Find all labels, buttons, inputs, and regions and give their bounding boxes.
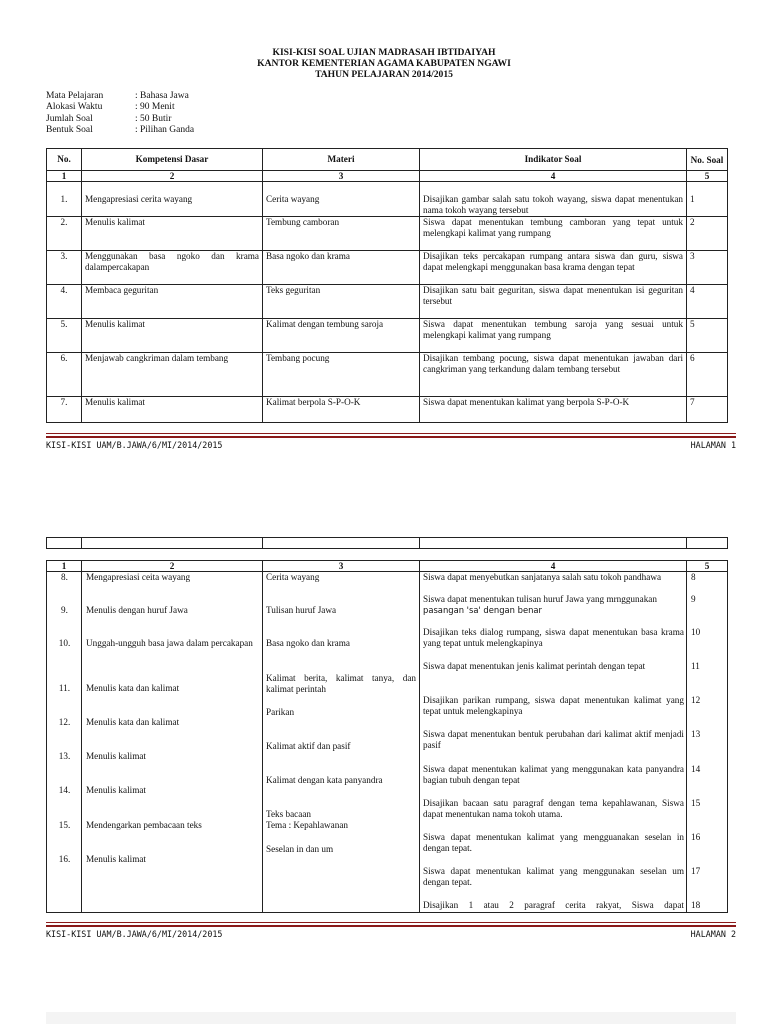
empty-cell	[420, 538, 687, 549]
list-item-no-soal: 15	[691, 798, 701, 808]
row-kompetensi: Membaca geguritan	[82, 285, 263, 319]
row-indikator: Siswa dapat menentukan tembung camboran yang tepat untuk melengkapi kalimat yang rumpang	[420, 217, 687, 251]
info-row-time	[46, 102, 194, 113]
row-no: 5.	[47, 319, 82, 353]
row-no-soal: 6	[687, 353, 728, 397]
info-label: Alokasi Waktu	[46, 102, 103, 113]
empty-cell	[687, 538, 728, 549]
info-label: Mata Pelajaran	[46, 91, 104, 101]
list-item-no: 12.	[58, 717, 71, 727]
list-item-kompetensi: Menulis kalimat	[86, 854, 146, 864]
grid-table-page2-top	[46, 537, 728, 549]
row-indikator: Disajikan gambar salah satu tokoh wayang, siswa dapat menentukan nama tokoh wayang tersebut	[420, 182, 687, 217]
row-no: 6.	[47, 353, 82, 397]
info-label: Bentuk Soal	[46, 125, 93, 136]
list-item-indikator: pasangan 'sa' dengan benar	[423, 605, 542, 615]
document-subtitle: KANTOR KEMENTERIAN AGAMA KABUPATEN NGAWI	[257, 58, 511, 69]
list-item-kompetensi: Menulis kata dan kalimat	[86, 683, 180, 693]
list-item-no: 10.	[58, 638, 71, 648]
list-item-materi: Parikan	[266, 707, 295, 717]
list-item-kompetensi: Mendengarkan pembacaan teks	[86, 820, 202, 830]
list-item-indikator: Siswa dapat menentukan kalimat yang menggunakan kata panyandra bagian tubuh dengan tepat	[423, 764, 684, 785]
table-body-row	[47, 572, 728, 913]
grid-table-page2	[46, 560, 728, 913]
footer-code: KISI-KISI UAM/B.JAWA/6/MI/2014/2015	[46, 440, 223, 450]
row-no-soal: 5	[687, 319, 728, 353]
page-footer-2	[46, 929, 736, 939]
list-item-indikator: Siswa dapat menentukan kalimat yang menggunakan seselan um dengan tepat.	[423, 866, 684, 887]
list-item-indikator: Disajikan 1 atau 2 paragraf cerita rakyat, Siswa dapat	[423, 900, 684, 910]
row-indikator: Disajikan teks percakapan rumpang antara siswa dan guru, siswa dapat melengkapi menggunakan basa krama dengan tepat	[420, 251, 687, 285]
list-item-kompetensi: Unggah-ungguh basa jawa dalam percakapan	[86, 638, 253, 648]
row-kompetensi: Menulis kalimat	[82, 397, 263, 423]
list-item-no-soal: 16	[691, 832, 701, 842]
col-number: 3	[263, 171, 420, 182]
row-no-soal: 3	[687, 251, 728, 285]
list-item-materi: Kalimat berita, kalimat tanya, dan kalimat perintah	[266, 673, 416, 694]
list-item-indikator: Disajikan parikan rumpang, siswa dapat menentukan kalimat yang tepat untuk melengkapinya	[423, 695, 684, 716]
info-value: : 90 Menit	[135, 102, 175, 113]
row-materi: Basa ngoko dan krama	[263, 251, 420, 285]
footer-rule	[46, 436, 736, 438]
list-item-no: 13.	[58, 751, 71, 761]
column-number-row	[47, 561, 728, 572]
col-number: 2	[82, 561, 263, 572]
footer-page-number: HALAMAN 1	[690, 440, 736, 450]
list-item-no-soal: 12	[691, 695, 701, 705]
list-item-no: 16.	[58, 854, 71, 864]
header-no-soal: No. Soal	[687, 149, 728, 171]
list-item-kompetensi: Menulis kalimat	[86, 751, 146, 761]
col-number: 5	[687, 171, 728, 182]
list-item-materi: Tulisan huruf Jawa	[266, 605, 337, 615]
list-item-no: 15.	[58, 820, 71, 830]
row-kompetensi: Mengapresiasi cerita wayang	[82, 182, 263, 217]
materi-column	[263, 572, 420, 913]
list-item-kompetensi: Menulis dengan huruf Jawa	[86, 605, 188, 615]
row-kompetensi: Menulis kalimat	[82, 217, 263, 251]
row-kompetensi: Menggunakan basa ngoko dan krama dalampercakapan	[82, 251, 263, 285]
header-kompetensi: Kompetensi Dasar	[82, 149, 263, 171]
empty-cell	[82, 538, 263, 549]
list-item-materi: Tema : Kepahlawanan	[266, 820, 349, 830]
row-no-soal: 2	[687, 217, 728, 251]
list-item-indikator: Siswa dapat menentukan bentuk perubahan dari kalimat aktif menjadi pasif	[423, 729, 684, 750]
footer-code: KISI-KISI UAM/B.JAWA/6/MI/2014/2015	[46, 929, 223, 939]
row-indikator: Siswa dapat menentukan tembung saroja yang sesuai untuk melengkapi kalimat yang rumpang	[420, 319, 687, 353]
info-label: Jumlah Soal	[46, 113, 93, 124]
table-row	[47, 353, 728, 397]
list-item-materi: Teks bacaan	[266, 809, 312, 819]
list-item-materi: Kalimat aktif dan pasif	[266, 741, 351, 751]
table-header-row	[47, 149, 728, 171]
info-row-form	[46, 125, 194, 136]
list-item-no-soal: 11	[691, 661, 700, 671]
row-indikator: Disajikan tembang pocung, siswa dapat menentukan jawaban dari cangkriman yang terkandung dalam tembang tersebut	[420, 353, 687, 397]
col-number: 5	[687, 561, 728, 572]
row-materi: Tembung camboran	[263, 217, 420, 251]
list-item-no-soal: 18	[691, 900, 701, 910]
col-number: 1	[47, 561, 82, 572]
no-column	[47, 572, 82, 913]
list-item-no-soal: 17	[691, 866, 701, 876]
row-materi: Cerita wayang	[263, 182, 420, 217]
info-row-count	[46, 114, 194, 125]
list-item-indikator: Siswa dapat menentukan kalimat yang mengguanakan seselan in dengan tepat.	[423, 832, 684, 853]
no-soal-column	[687, 572, 728, 913]
list-item-indikator: Siswa dapat menyebutkan sanjatanya salah satu tokoh pandhawa	[423, 572, 662, 582]
info-row-subject	[46, 91, 194, 102]
list-item-materi: Seselan in dan um	[266, 844, 334, 854]
table-row	[47, 251, 728, 285]
list-item-no: 9.	[61, 605, 68, 615]
row-no-soal: 4	[687, 285, 728, 319]
next-page-edge	[46, 1012, 736, 1024]
col-number: 4	[420, 561, 687, 572]
list-item-kompetensi: Mengapresiasi ceita wayang	[86, 572, 191, 582]
row-materi: Teks geguritan	[263, 285, 420, 319]
table-row	[47, 217, 728, 251]
header-no: No.	[47, 149, 82, 171]
row-kompetensi: Menulis kalimat	[82, 319, 263, 353]
footer-rule	[46, 433, 736, 434]
list-item-materi: Cerita wayang	[266, 572, 320, 582]
row-no-soal: 7	[687, 397, 728, 423]
footer-page-number: HALAMAN 2	[690, 929, 736, 939]
row-kompetensi: Menjawab cangkriman dalam tembang	[82, 353, 263, 397]
info-value: : Pilihan Ganda	[135, 125, 195, 136]
list-item-kompetensi: Menulis kata dan kalimat	[86, 717, 180, 727]
row-indikator: Disajikan satu bait geguritan, siswa dapat menentukan isi geguritan tersebut	[420, 285, 687, 319]
list-item-no-soal: 14	[691, 764, 701, 774]
grid-table-page1	[46, 148, 728, 423]
footer-rule	[46, 922, 736, 923]
empty-header-row	[47, 538, 728, 549]
list-item-indikator: Siswa dapat menentukan jenis kalimat perintah dengan tepat	[423, 661, 646, 671]
table-row	[47, 319, 728, 353]
document-title: KISI-KISI SOAL UJIAN MADRASAH IBTIDAIYAH	[272, 47, 496, 58]
indikator-column	[420, 572, 687, 913]
list-item-no: 14.	[58, 785, 71, 795]
table-row	[47, 182, 728, 217]
col-number: 1	[47, 171, 82, 182]
info-value: : Bahasa Jawa	[135, 91, 189, 101]
list-item-indikator: Disajikan teks dialog rumpang, siswa dapat menentukan basa krama yang tepat untuk melengkapinya	[423, 627, 684, 648]
row-no: 2.	[47, 217, 82, 251]
list-item-no-soal: 10	[691, 627, 701, 637]
document-year: TAHUN PELAJARAN 2014/2015	[315, 69, 453, 80]
row-no: 3.	[47, 251, 82, 285]
row-no-soal: 1	[687, 182, 728, 217]
list-item-no: 8.	[61, 572, 68, 582]
row-materi: Tembang pocung	[263, 353, 420, 397]
column-number-row	[47, 171, 728, 182]
row-indikator: Siswa dapat menentukan kalimat yang berpola S-P-O-K	[420, 397, 687, 423]
footer-rule	[46, 925, 736, 927]
row-no: 7.	[47, 397, 82, 423]
kompetensi-column	[82, 572, 263, 913]
col-number: 3	[263, 561, 420, 572]
list-item-materi: Kalimat dengan kata panyandra	[266, 775, 383, 785]
table-row	[47, 397, 728, 423]
row-no: 4.	[47, 285, 82, 319]
list-item-materi: Basa ngoko dan krama	[266, 638, 350, 648]
list-item-no-soal: 13	[691, 729, 701, 739]
empty-cell	[263, 538, 420, 549]
info-value: : 50 Butir	[135, 113, 172, 124]
col-number: 4	[420, 171, 687, 182]
table-row	[47, 285, 728, 319]
header-indikator: Indikator Soal	[420, 149, 687, 171]
list-item-kompetensi: Menulis kalimat	[86, 785, 146, 795]
empty-cell	[47, 538, 82, 549]
row-materi: Kalimat dengan tembung saroja	[263, 319, 420, 353]
list-item-no-soal: 9	[691, 594, 696, 604]
list-item-indikator: Siswa dapat menentukan tulisan huruf Jawa yang mrnggunakan	[423, 594, 657, 604]
header-materi: Materi	[263, 149, 420, 171]
list-item-no-soal: 8	[691, 572, 696, 582]
list-item-no: 11.	[58, 683, 71, 693]
page-footer-1	[46, 440, 736, 450]
row-materi: Kalimat berpola S-P-O-K	[263, 397, 420, 423]
col-number: 2	[82, 171, 263, 182]
exam-info	[46, 91, 194, 137]
row-no: 1.	[47, 182, 82, 217]
list-item-indikator: Disajikan bacaan satu paragraf dengan tema kepahlawanan, Siswa dapat menentukan nama tokoh utama.	[423, 798, 684, 819]
